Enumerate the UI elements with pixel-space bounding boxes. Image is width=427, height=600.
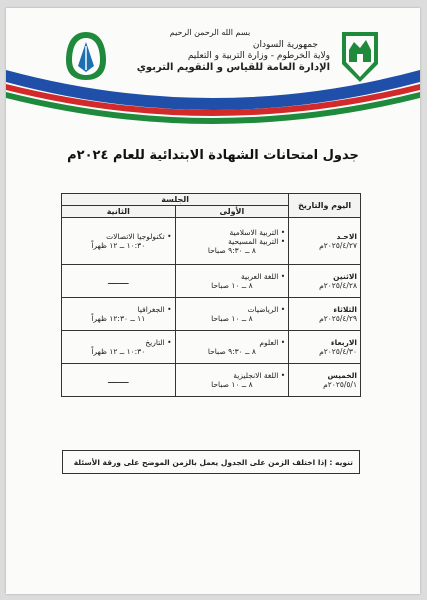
subject: • الجغرافيا <box>137 305 172 314</box>
subject: • التاريخ <box>145 338 172 347</box>
session-time: ٨ ــ ٩:٣٠ صباحا <box>207 347 256 356</box>
exam-date: ٢٠٢٥/٤/٢٧م <box>319 241 357 250</box>
day-cell <box>289 265 361 298</box>
second-session-cell <box>62 364 176 397</box>
exam-date: ٢٠٢٥/٤/٢٨م <box>319 281 357 290</box>
ministry-name: ولاية الخرطوم - وزارة التربية و التعليم <box>187 51 330 61</box>
empty-session-dash: ـــــــ <box>108 374 129 386</box>
day-name: الثلاثاء <box>333 305 357 314</box>
session-time: ١٠:٣٠ ــ ١٢ ظهراً <box>91 241 146 250</box>
exam-schedule-table <box>61 193 361 397</box>
second-session-cell <box>62 298 176 331</box>
day-cell <box>289 218 361 265</box>
administration-name: الإدارة العامة للقياس و التقويم التربوي <box>136 62 330 73</box>
state-emblem-icon <box>338 28 382 84</box>
subject: • العلوم <box>259 338 286 347</box>
header-day-date: اليوم والتاريخ <box>289 194 361 218</box>
header-first-session: الأولى <box>175 206 289 218</box>
day-cell <box>289 331 361 364</box>
basmala: بسم الله الرحمن الرحيم <box>169 28 251 37</box>
day-cell <box>289 298 361 331</box>
session-time: ٨ ــ ١٠ صباحا <box>211 380 253 389</box>
day-name: الاثنين <box>333 272 357 281</box>
letterhead <box>6 8 420 126</box>
subject: • التربية المسيحية <box>228 236 286 246</box>
header-session: الجلسة <box>62 194 289 206</box>
second-session-cell <box>62 331 176 364</box>
session-time: ٨ ــ ١٠ صباحا <box>211 314 253 323</box>
session-time: ١٠:٣٠ ــ ١٢ ظهراً <box>91 347 146 356</box>
table-row <box>62 331 361 364</box>
header-second-session: الثانية <box>62 206 176 218</box>
first-session-cell <box>175 298 289 331</box>
session-time: ٨ ــ ٩:٣٠ صباحا <box>207 245 256 255</box>
subject: • التربية الاسلامية <box>229 227 286 237</box>
table-row <box>62 265 361 298</box>
exam-date: ٢٠٢٥/٤/٣٠م <box>319 347 357 356</box>
first-session-cell <box>175 364 289 397</box>
subject: • اللغة العربية <box>241 272 286 281</box>
subject: • اللغة الانجليزية <box>233 371 286 380</box>
exam-date: ٢٠٢٥/٤/٢٩م <box>319 314 357 323</box>
notice-box: تنويه : إذا اختلف الزمن على الجدول يعمل بالزمن الموضح على ورقة الأسئلة <box>62 450 360 474</box>
session-time: ١١ ــ ١٢:٣٠ ظهراً <box>91 314 146 323</box>
letterhead-text <box>100 28 330 74</box>
table-row <box>62 218 361 265</box>
day-name: الخميس <box>327 371 357 380</box>
table-row <box>62 298 361 331</box>
table-row <box>62 364 361 397</box>
subject: • تكنولوجيا الاتصالات <box>106 232 172 241</box>
empty-session-dash: ـــــــ <box>108 275 129 287</box>
first-session-cell <box>175 331 289 364</box>
day-cell <box>289 364 361 397</box>
republic-name: جمهورية السودان <box>252 40 318 50</box>
first-session-cell <box>175 218 289 265</box>
day-name: الاحـد <box>336 232 357 241</box>
day-name: الاربعاء <box>330 338 357 347</box>
exam-date: ٢٠٢٥/٥/١م <box>323 380 357 389</box>
second-session-cell <box>62 265 176 298</box>
second-session-cell <box>62 218 176 265</box>
first-session-cell <box>175 265 289 298</box>
subject: • الرياضيات <box>247 305 286 314</box>
document-title: جدول امتحانات الشهادة الابتدائية للعام ٢٠٢٤م <box>67 148 359 163</box>
document-page <box>6 8 420 594</box>
session-time: ٨ ــ ١٠ صباحا <box>211 281 253 290</box>
